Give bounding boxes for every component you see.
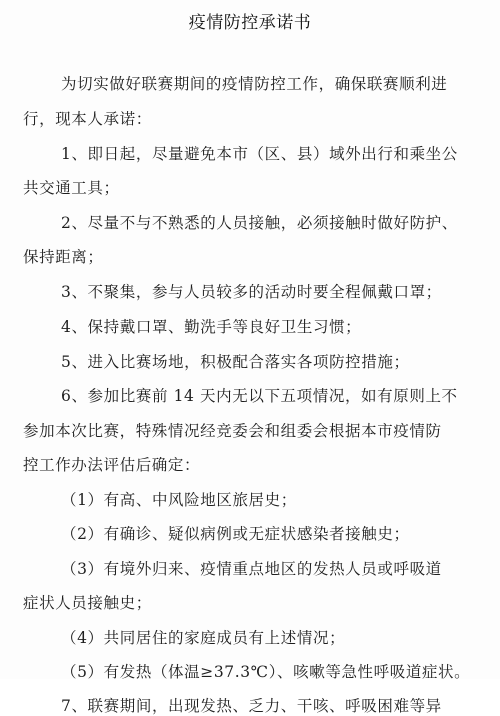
text-line: 5、进入比赛场地，积极配合落实各项防控措施； [61, 353, 410, 371]
text-line: 7、联赛期间，出现发热、乏力、干咳、呼吸困难等异 [61, 697, 442, 715]
text-line: 保持距离； [23, 248, 104, 266]
text-line: （4）共同居住的家庭成员有上述情况； [61, 629, 346, 647]
text-line: 为切实做好联赛期间的疫情防控工作，确保联赛顺利进 [61, 75, 448, 93]
text-line: 1、即日起，尽量避免本市（区、县）域外出行和乘坐公 [61, 145, 458, 163]
text-line: 控工作办法评估后确定： [23, 456, 201, 474]
text-line: 参加本次比赛，特殊情况经竞委会和组委会根据本市疫情防 [23, 422, 442, 440]
text-line: （1）有高、中风险地区旅居史； [61, 491, 297, 509]
text-line: 行，现本人承诺： [23, 110, 152, 128]
text-line: 共交通工具； [23, 179, 120, 197]
text-line: 6、参加比赛前 14 天内无以下五项情况，如有原则上不 [61, 387, 458, 405]
document-title: 疫情防控承诺书 [188, 13, 312, 33]
text-line: （2）有确诊、疑似病例或无症状感染者接触史； [61, 525, 410, 543]
text-line: 症状人员接触史； [23, 594, 152, 612]
text-line: 2、尽量不与不熟悉的人员接触，必须接触时做好防护、 [61, 214, 458, 232]
text-line: （5）有发热（体温≥37.3℃）、咳嗽等急性呼吸道症状。 [61, 663, 471, 681]
text-line: 4、保持戴口罩、勤洗手等良好卫生习惯； [61, 318, 362, 336]
text-line: 3、不聚集，参与人员较多的活动时要全程佩戴口罩； [61, 283, 442, 301]
text-line: （3）有境外归来、疫情重点地区的发热人员或呼吸道 [61, 560, 442, 578]
